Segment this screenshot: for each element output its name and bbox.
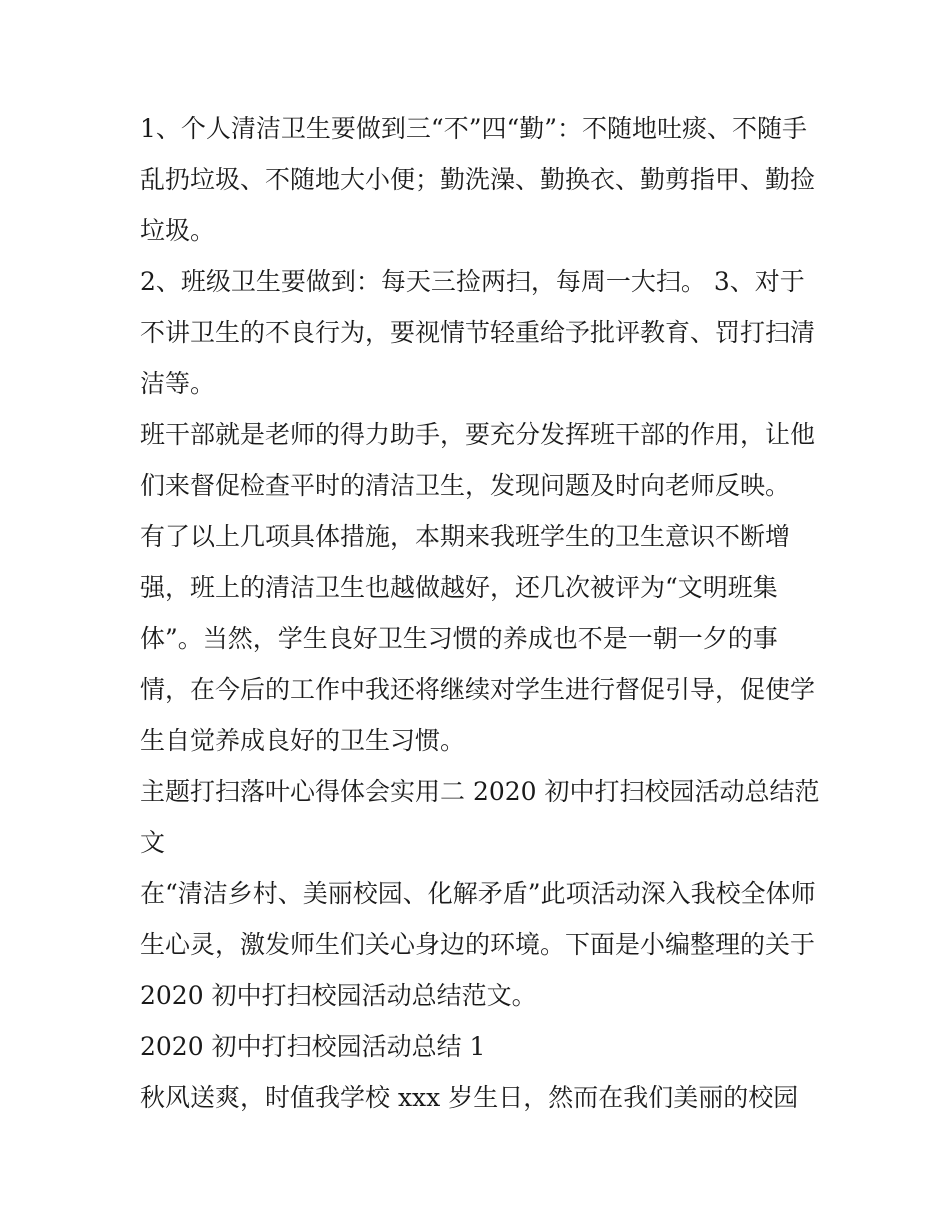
subsection-heading: 2020 初中打扫校园活动总结 1 (140, 1032, 486, 1061)
text-line: 1、个人清洁卫生要做到三“不”四“勤”：不随地吐痰、不随手 (140, 114, 808, 143)
text-line: 在“清洁乡村、美丽校园、化解矛盾”此项活动深入我校全体师 (140, 879, 816, 908)
text-line: 2、班级卫生要做到：每天三捡两扫，每周一大扫。 3、对于 (140, 267, 805, 296)
section-heading: 主题打扫落叶心得体会实用二 2020 初中打扫校园活动总结范 (140, 777, 820, 806)
text-line: 2020 初中打扫校园活动总结范文。 (140, 981, 537, 1010)
text-line: 秋风送爽，时值我学校 xxx 岁生日，然而在我们美丽的校园 (140, 1083, 799, 1112)
text-line: 班干部就是老师的得力助手，要充分发挥班干部的作用，让他 (140, 420, 816, 449)
text-line: 情，在今后的工作中我还将继续对学生进行督促引导，促使学 (140, 675, 816, 704)
text-line: 乱扔垃圾、不随地大小便；勤洗澡、勤换衣、勤剪指甲、勤捡 (140, 165, 816, 194)
text-line: 强，班上的清洁卫生也越做越好，还几次被评为“文明班集 (140, 573, 778, 602)
text-line: 不讲卫生的不良行为，要视情节轻重给予批评教育、罚打扫清 (140, 318, 816, 347)
text-line: 生心灵，激发师生们关心身边的环境。下面是小编整理的关于 (140, 930, 816, 959)
text-line: 生自觉养成良好的卫生习惯。 (140, 726, 466, 755)
text-line: 体”。当然，学生良好卫生习惯的养成也不是一朝一夕的事 (140, 624, 778, 653)
section-heading: 文 (140, 828, 166, 857)
text-line: 洁等。 (140, 369, 216, 398)
text-line: 垃圾。 (140, 216, 216, 245)
text-line: 有了以上几项具体措施，本期来我班学生的卫生意识不断增 (140, 522, 791, 551)
text-line: 们来督促检查平时的清洁卫生，发现问题及时向老师反映。 (140, 471, 791, 500)
